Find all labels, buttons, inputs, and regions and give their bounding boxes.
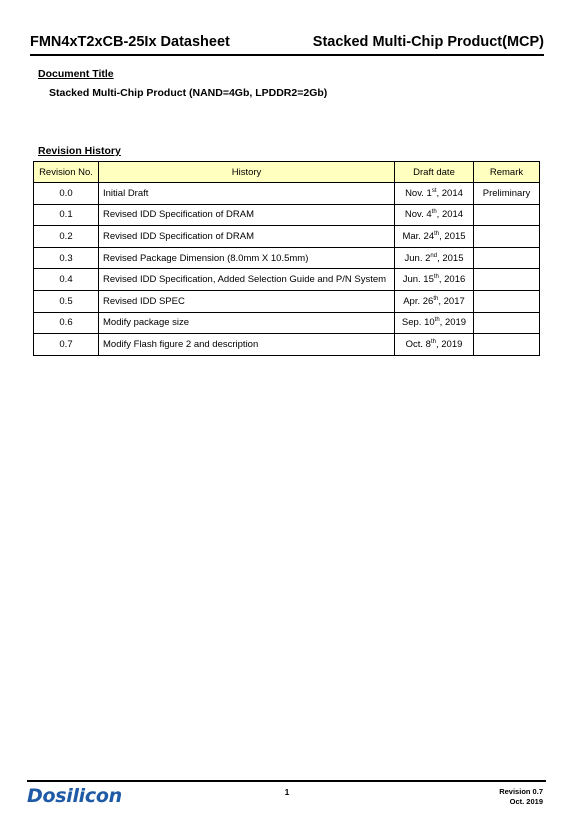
draft-date-cell [395, 269, 474, 291]
draft-date-day: Jun. 2 [404, 252, 431, 264]
product-category-title: Stacked Multi-Chip Product(MCP) [312, 34, 544, 50]
history-cell: Initial Draft [99, 183, 395, 205]
column-header-remark: Remark [474, 162, 540, 183]
draft-date-year: , 2015 [437, 252, 464, 264]
table-row [34, 183, 540, 205]
table-header-row [34, 162, 540, 183]
draft-date-ordinal: th [434, 230, 440, 237]
remark-cell: Preliminary [474, 183, 540, 205]
draft-date-day: Mar. 24 [402, 230, 435, 242]
revision-number-cell: 0.0 [34, 183, 99, 205]
dosilicon-logo: Dosilicon [27, 785, 122, 807]
revision-table-body [34, 183, 540, 356]
column-header-revision: Revision No. [34, 162, 99, 183]
revision-number-cell: 0.3 [34, 247, 99, 269]
revision-number-cell: 0.2 [34, 226, 99, 248]
draft-date-year: , 2017 [438, 295, 465, 307]
document-title-heading: Document Title [38, 68, 114, 80]
revision-number-cell: 0.1 [34, 204, 99, 226]
datasheet-title: FMN4xT2xCB-25Ix Datasheet [30, 34, 230, 50]
revision-history-table [33, 161, 540, 356]
page-number: 1 [284, 787, 290, 797]
table-row [34, 312, 540, 334]
draft-date-cell [395, 204, 474, 226]
remark-cell [474, 334, 540, 356]
draft-date-cell [395, 183, 474, 205]
footer-date: Oct. 2019 [509, 797, 543, 806]
table-row [34, 204, 540, 226]
draft-date-ordinal: th [431, 209, 437, 216]
draft-date-year: , 2019 [435, 338, 463, 350]
history-cell: Revised IDD Specification of DRAM [99, 226, 395, 248]
table-row [34, 226, 540, 248]
draft-date-day: Sep. 10 [401, 317, 435, 329]
draft-date-ordinal: th [433, 295, 439, 302]
draft-date-year: , 2019 [439, 317, 467, 329]
history-cell: Modify package size [99, 312, 395, 334]
revision-number-cell: 0.7 [34, 334, 99, 356]
draft-date-day: Nov. 1 [405, 187, 432, 199]
history-cell: Revised IDD Specification, Added Selection Guide and P/N System [99, 269, 395, 291]
draft-date-ordinal: st [431, 187, 437, 194]
draft-date-ordinal: th [430, 338, 436, 345]
column-header-history: History [99, 162, 395, 183]
revision-history-heading: Revision History [38, 145, 121, 157]
remark-cell [474, 247, 540, 269]
table-row [34, 334, 540, 356]
draft-date-cell [395, 247, 474, 269]
draft-date-cell [395, 312, 474, 334]
draft-date-year: , 2014 [436, 209, 464, 221]
footer-revision-info [499, 787, 543, 807]
draft-date-day: Nov. 4 [404, 209, 432, 221]
document-title-text: Stacked Multi-Chip Product (NAND=4Gb, LPDDR2=2Gb) [49, 87, 328, 99]
table-row [34, 247, 540, 269]
history-cell: Revised IDD SPEC [99, 290, 395, 312]
remark-cell [474, 290, 540, 312]
history-cell: Revised IDD Specification of DRAM [99, 204, 395, 226]
draft-date-ordinal: th [434, 317, 440, 324]
draft-date-cell [395, 290, 474, 312]
table-row [34, 269, 540, 291]
draft-date-day: Apr. 26 [403, 295, 434, 307]
footer-revision: Revision 0.7 [499, 787, 543, 796]
revision-number-cell: 0.4 [34, 269, 99, 291]
table-row [34, 290, 540, 312]
draft-date-day: Oct. 8 [405, 338, 431, 350]
draft-date-year: , 2015 [439, 230, 466, 242]
draft-date-day: Jun. 15 [402, 274, 434, 286]
remark-cell [474, 312, 540, 334]
column-header-draft-date: Draft date [395, 162, 474, 183]
page-header [30, 32, 544, 56]
draft-date-ordinal: nd [430, 252, 438, 259]
footer-divider [27, 780, 546, 782]
history-cell: Modify Flash figure 2 and description [99, 334, 395, 356]
draft-date-cell [395, 226, 474, 248]
revision-number-cell: 0.6 [34, 312, 99, 334]
draft-date-year: , 2014 [436, 187, 463, 199]
draft-date-cell [395, 334, 474, 356]
remark-cell [474, 269, 540, 291]
remark-cell [474, 226, 540, 248]
revision-number-cell: 0.5 [34, 290, 99, 312]
draft-date-ordinal: th [433, 274, 439, 281]
draft-date-year: , 2016 [438, 274, 466, 286]
remark-cell [474, 204, 540, 226]
history-cell: Revised Package Dimension (8.0mm X 10.5mm) [99, 247, 395, 269]
